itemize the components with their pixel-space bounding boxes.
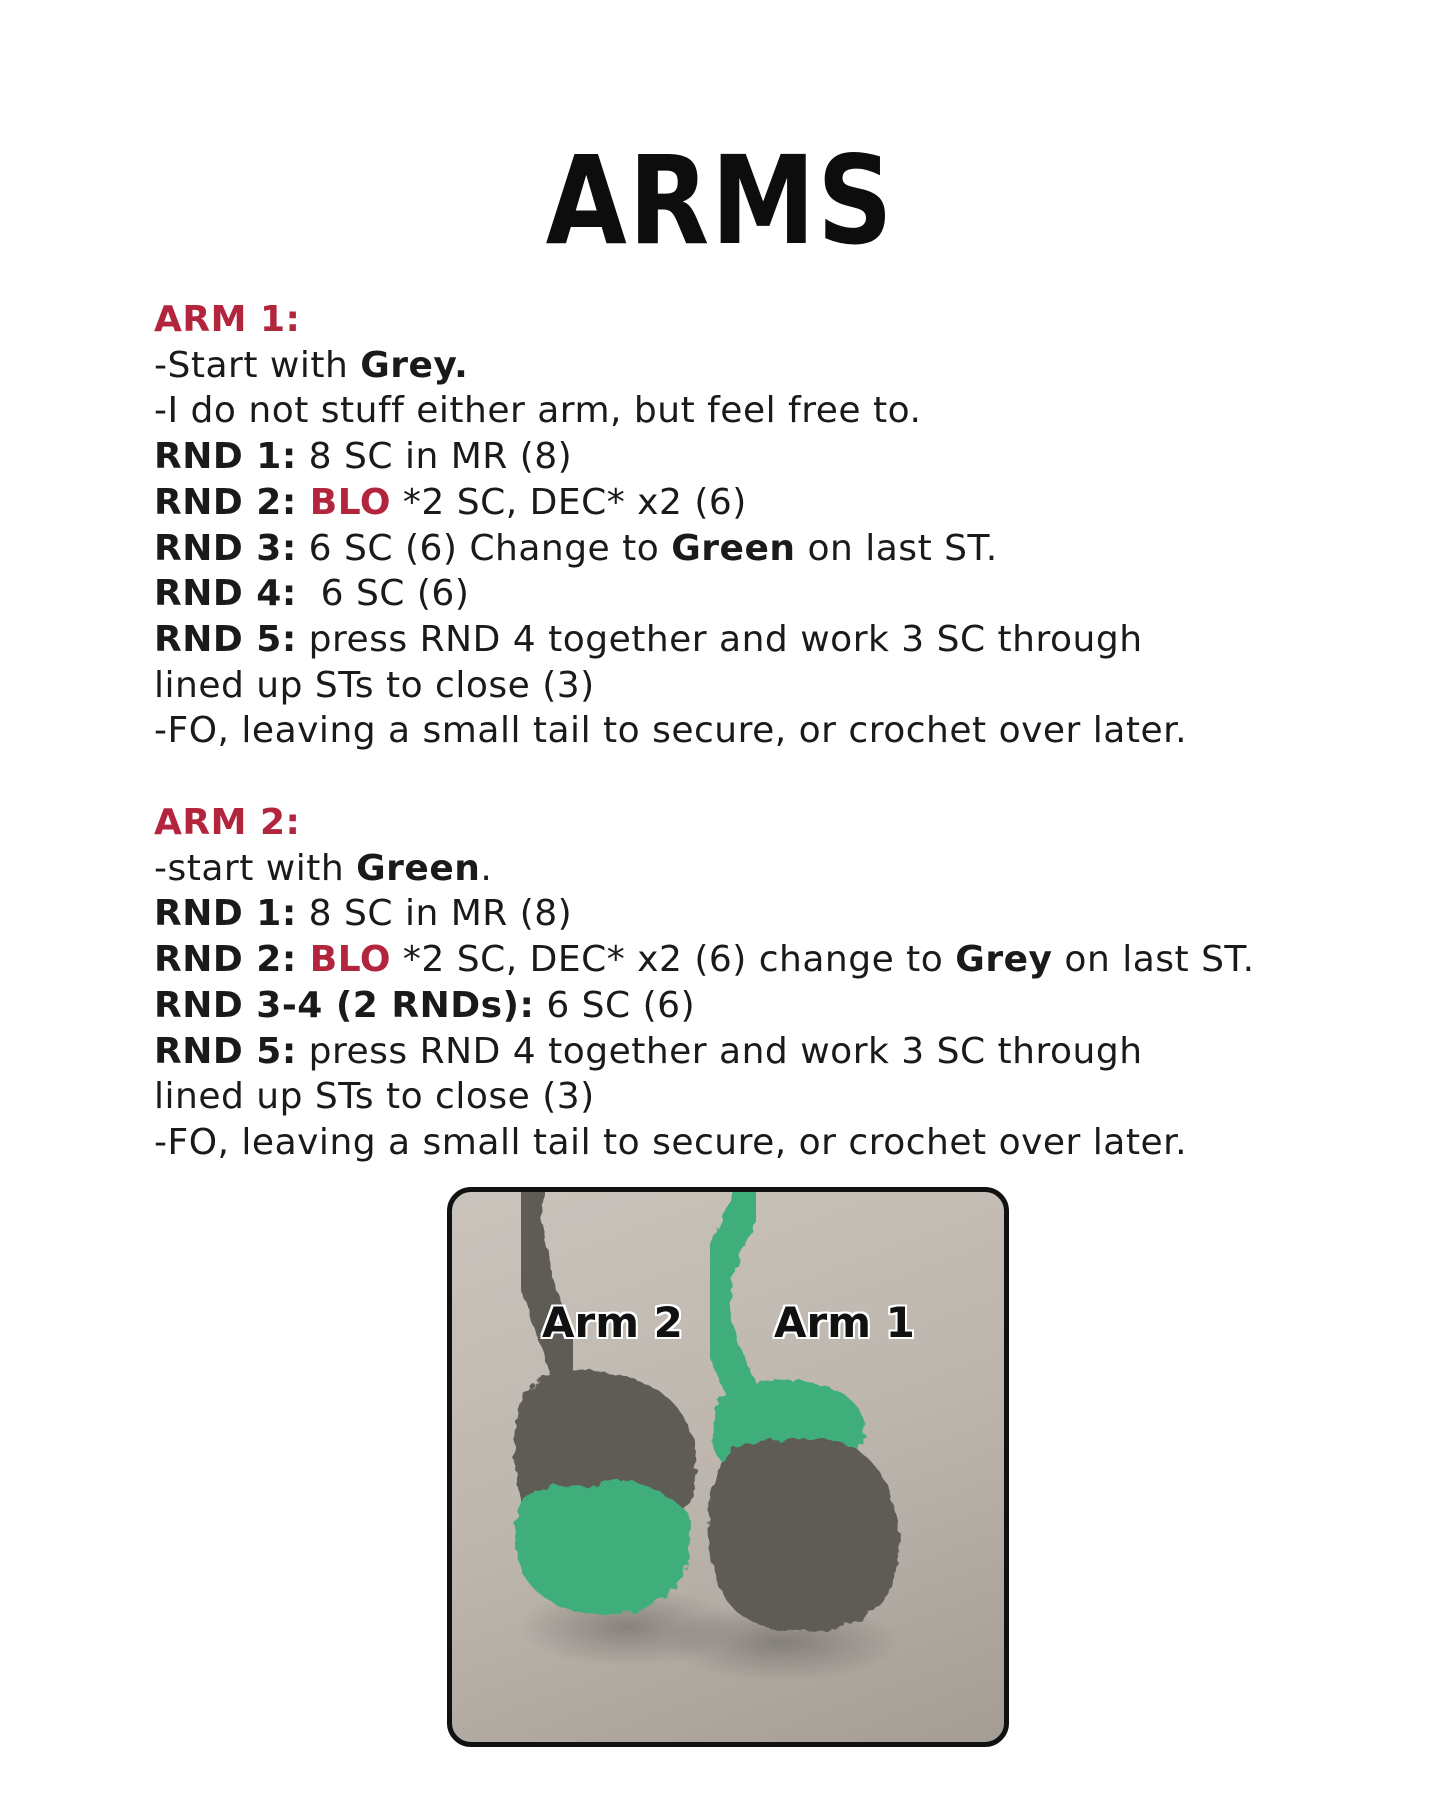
arm1-rnd5 <box>154 617 1354 663</box>
blo-highlight: BLO <box>309 939 391 981</box>
rnd-text: *2 SC, DEC* x2 (6) <box>390 481 747 523</box>
arm1-rnd3 <box>154 526 1354 572</box>
rnd-label: RND 5: <box>154 618 297 660</box>
rnd-text: on last ST. <box>795 527 998 569</box>
arm2-start-line <box>154 846 1354 892</box>
arm1-fo: -FO, leaving a small tail to secure, or crochet over later. <box>154 710 1188 752</box>
rnd-text: press RND 4 together and work 3 SC through <box>296 1030 1143 1072</box>
arm1-heading: ARM 1: <box>154 299 301 340</box>
arm1-rnd5-cont: lined up STs to close (3) <box>154 664 595 706</box>
rnd-text: *2 SC, DEC* x2 (6) change to <box>390 939 956 981</box>
arm1-start-text: -Start with <box>154 344 361 386</box>
rnd-label: RND 1: <box>154 436 297 478</box>
rnd-label: RND 5: <box>154 1030 297 1072</box>
arm2-rnd34 <box>154 983 1354 1029</box>
arm1-start-line <box>154 343 1354 389</box>
arm2-tail <box>526 1192 569 1402</box>
rnd-text: 8 SC in MR (8) <box>296 893 573 935</box>
arm2-fo: -FO, leaving a small tail to secure, or crochet over later. <box>154 1121 1188 1163</box>
page-title: ARMS <box>545 130 895 272</box>
rnd-label: RND 4: <box>154 573 297 615</box>
punctuation: . <box>480 847 493 889</box>
arm2-rnd5 <box>154 1029 1354 1075</box>
arm2-rnd2 <box>154 937 1354 983</box>
yarn-arms-illustration <box>452 1192 1004 1742</box>
blo-highlight: BLO <box>309 481 391 523</box>
rnd-text: press RND 4 together and work 3 SC through <box>296 618 1143 660</box>
rnd-label: RND 3-4 (2 RNDs): <box>154 984 535 1026</box>
arm1-rnd2 <box>154 480 1354 526</box>
rnd-text: 6 SC (6) Change to <box>296 527 672 569</box>
color-name: Green <box>671 527 796 569</box>
arm1-rnd4 <box>154 571 1354 617</box>
rnd-text: on last ST. <box>1052 939 1255 981</box>
rnd-label: RND 2: <box>154 939 310 981</box>
arm1-tail <box>714 1192 752 1392</box>
arm2-photo-label: Arm 2 <box>542 1298 683 1347</box>
arm1-rnd1 <box>154 434 1354 480</box>
arm2-start-text: -start with <box>154 847 357 889</box>
arm2-rnd1 <box>154 891 1354 937</box>
rnd-label: RND 3: <box>154 527 297 569</box>
rnd-text: 8 SC in MR (8) <box>296 436 573 478</box>
arm2-green-part <box>515 1479 691 1614</box>
rnd-text: 6 SC (6) <box>534 984 696 1026</box>
rnd-label: RND 1: <box>154 893 297 935</box>
arm2-start-color: Green <box>356 847 481 889</box>
arm1-section <box>154 297 1354 754</box>
arm1-photo-label: Arm 1 <box>774 1298 915 1347</box>
arms-photo <box>447 1187 1009 1747</box>
arm2-heading: ARM 2: <box>154 802 301 843</box>
arm1-grey-part <box>708 1439 899 1632</box>
arm2-rnd5-cont: lined up STs to close (3) <box>154 1076 595 1118</box>
rnd-label: RND 2: <box>154 481 310 523</box>
color-name: Grey <box>955 939 1053 981</box>
arm1-note-line: -I do not stuff either arm, but feel free to. <box>154 390 922 432</box>
arm1-start-color: Grey. <box>360 344 469 386</box>
rnd-text: 6 SC (6) <box>296 573 470 615</box>
arm2-section <box>154 800 1354 1166</box>
